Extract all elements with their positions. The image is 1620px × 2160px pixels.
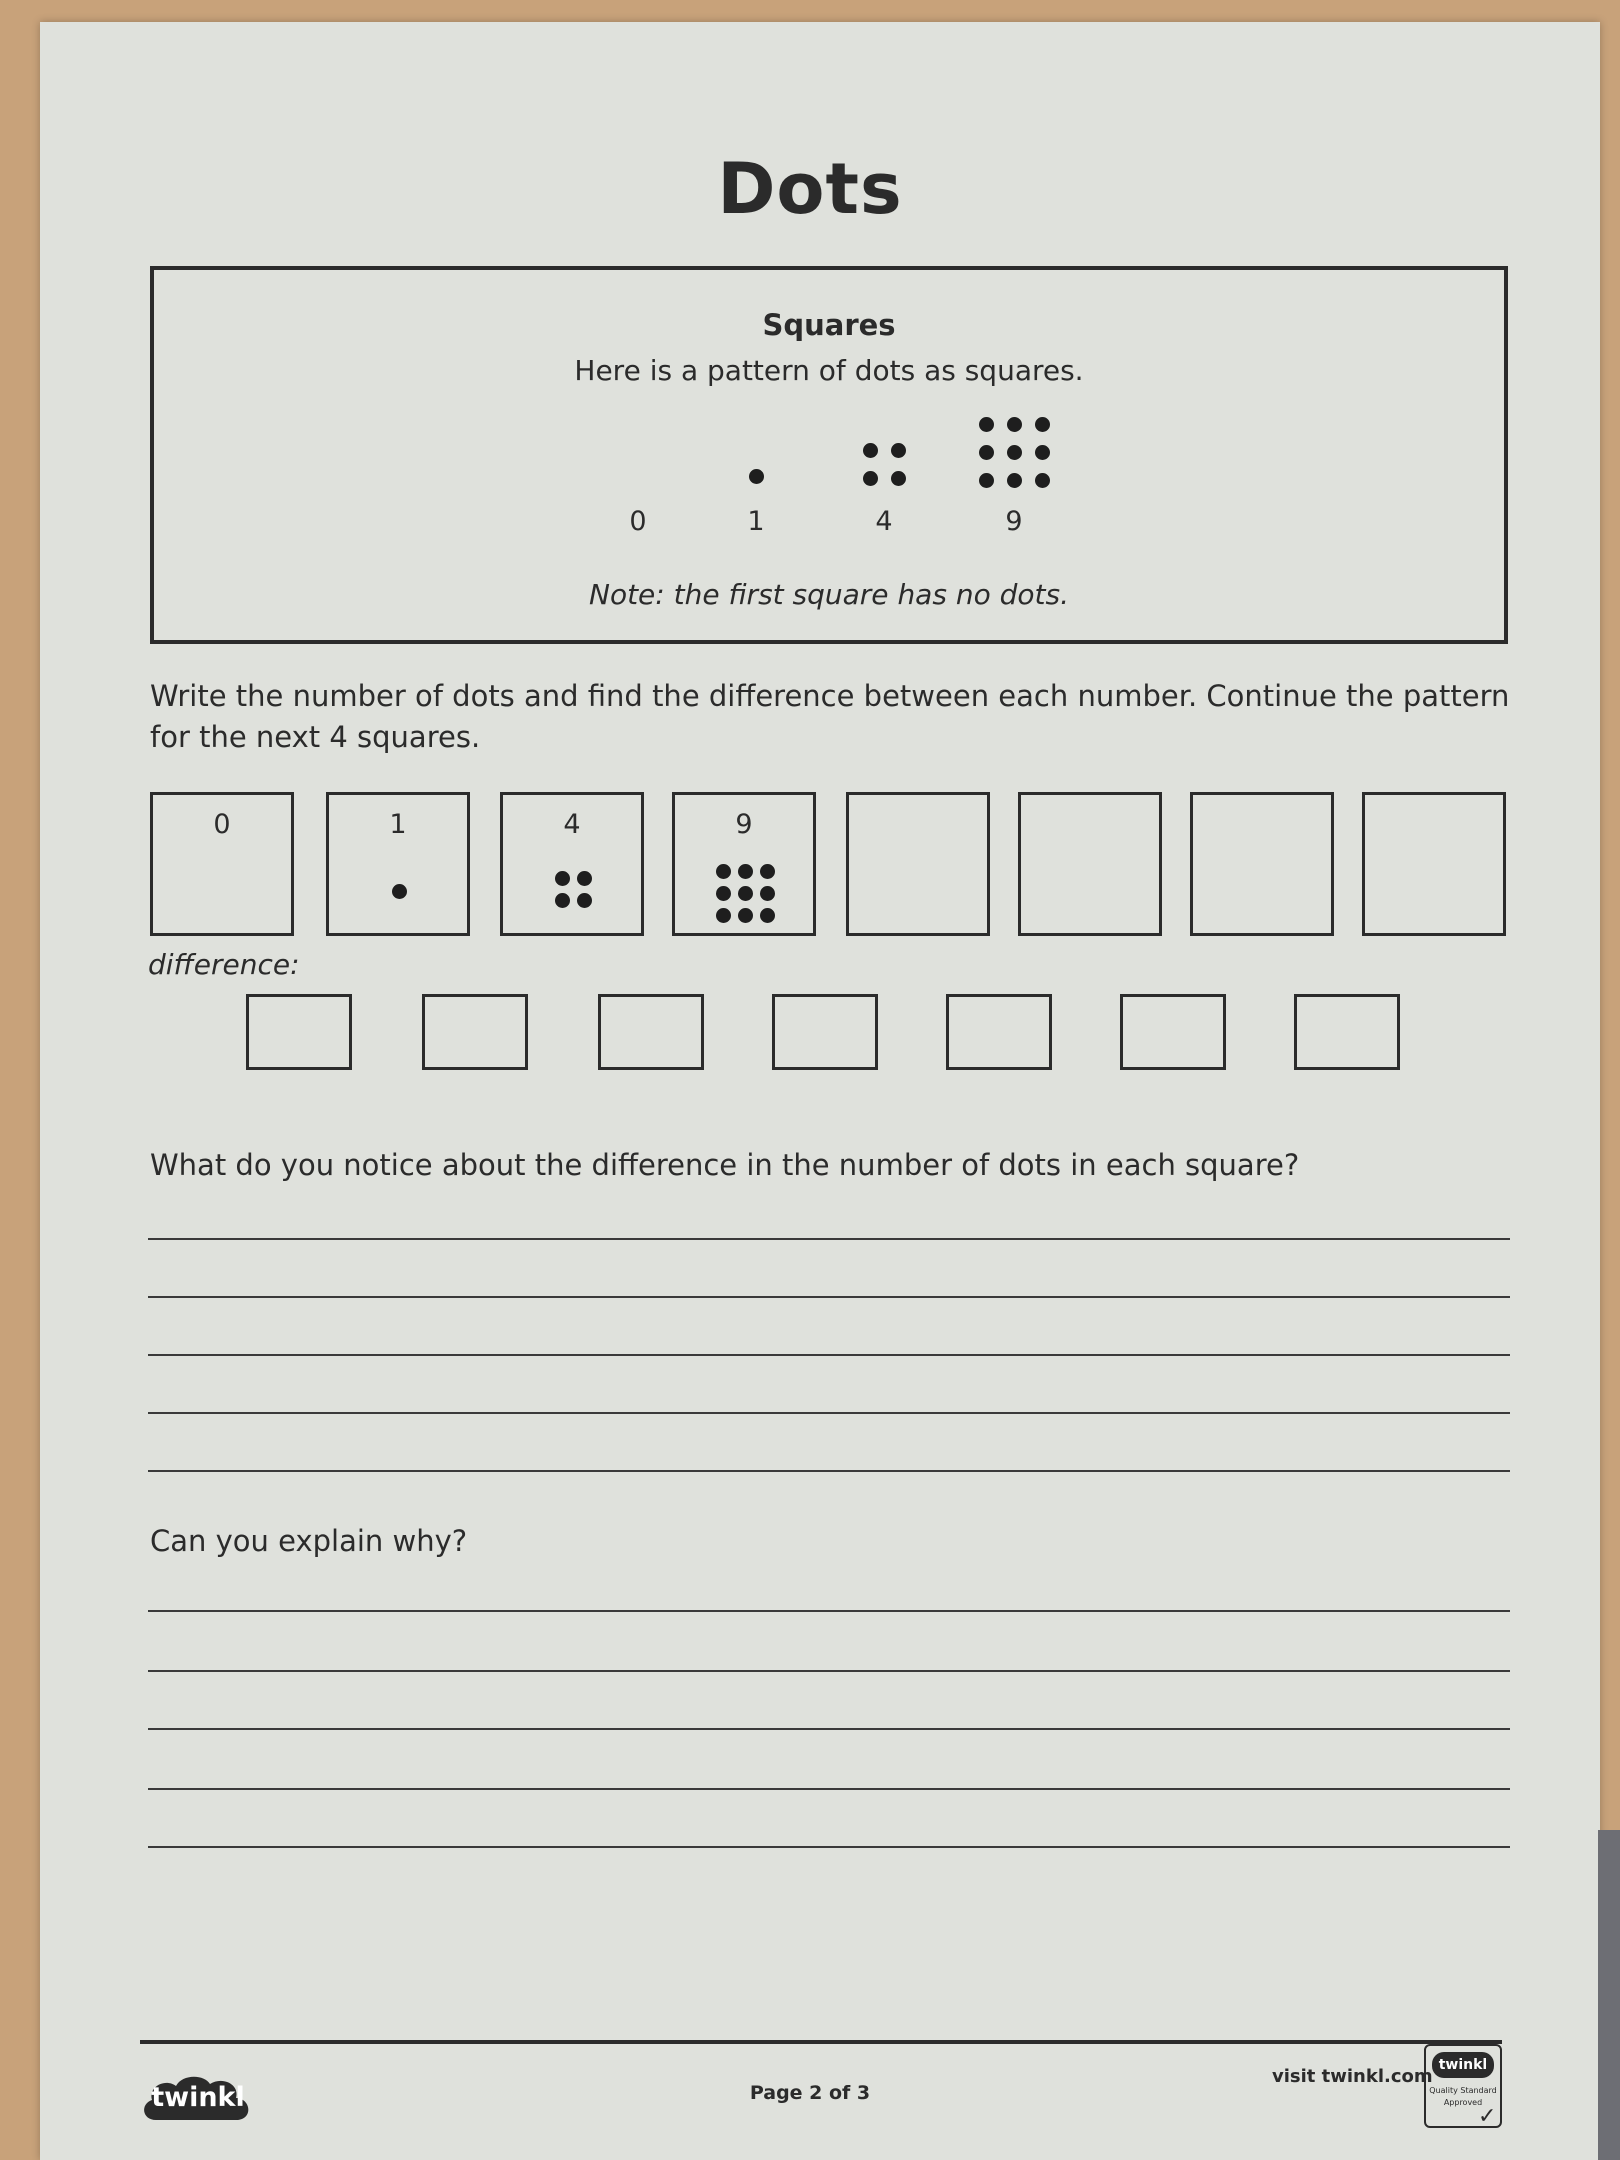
writing-line[interactable]	[148, 1670, 1510, 1672]
square-dot	[716, 908, 731, 923]
square-number: 1	[389, 809, 407, 840]
pattern-number: 0	[629, 506, 647, 537]
page-number: Page 2 of 3	[749, 2082, 871, 2104]
difference-box[interactable]	[1294, 994, 1400, 1070]
dot-square	[150, 792, 294, 936]
pattern-dot	[979, 445, 994, 460]
writing-line[interactable]	[148, 1238, 1510, 1240]
square-dot	[577, 871, 592, 886]
badge-line-2: Approved	[1443, 2098, 1483, 2107]
writing-line[interactable]	[148, 1846, 1510, 1848]
pattern-number: 4	[875, 506, 893, 537]
intro-subheading: Here is a pattern of dots as squares.	[574, 354, 1084, 387]
pattern-dot	[891, 443, 906, 458]
difference-box[interactable]	[246, 994, 352, 1070]
square-dot	[738, 864, 753, 879]
writing-line[interactable]	[148, 1610, 1510, 1612]
square-dot	[555, 893, 570, 908]
writing-line[interactable]	[148, 1296, 1510, 1298]
checkmark-icon: ✓	[1478, 2104, 1497, 2129]
difference-box[interactable]	[946, 994, 1052, 1070]
pattern-dot	[749, 469, 764, 484]
footer-rule	[140, 2040, 1502, 2044]
logo-text: twinkl	[151, 2082, 245, 2113]
quality-badge	[1424, 2044, 1502, 2128]
badge-brand: twinkl	[1432, 2052, 1494, 2078]
page-title: Dots	[717, 148, 903, 230]
difference-box[interactable]	[772, 994, 878, 1070]
square-number: 4	[563, 809, 581, 840]
pattern-dot	[863, 471, 878, 486]
question-explain: Can you explain why?	[150, 1524, 468, 1558]
pattern-dot	[979, 473, 994, 488]
difference-label: difference:	[148, 948, 300, 981]
pattern-dot	[863, 443, 878, 458]
square-dot	[577, 893, 592, 908]
pattern-number: 1	[747, 506, 765, 537]
writing-line[interactable]	[148, 1412, 1510, 1414]
square-dot	[716, 864, 731, 879]
intro-note: Note: the first square has no dots.	[589, 578, 1069, 611]
pattern-number: 9	[1005, 506, 1023, 537]
dot-square	[500, 792, 644, 936]
square-dot	[555, 871, 570, 886]
question-notice: What do you notice about the difference in the number of dots in each square?	[150, 1148, 1300, 1182]
dot-square[interactable]	[1362, 792, 1506, 936]
pattern-dot	[1035, 473, 1050, 488]
intro-heading: Squares	[762, 308, 896, 342]
square-dot	[738, 886, 753, 901]
difference-box[interactable]	[422, 994, 528, 1070]
square-dot	[760, 886, 775, 901]
square-dot	[760, 908, 775, 923]
pattern-dot	[1035, 445, 1050, 460]
visit-link[interactable]: visit twinkl.com	[1272, 2066, 1433, 2087]
dot-square	[326, 792, 470, 936]
writing-line[interactable]	[148, 1470, 1510, 1472]
intro-box	[150, 266, 1508, 644]
writing-line[interactable]	[148, 1728, 1510, 1730]
writing-line[interactable]	[148, 1354, 1510, 1356]
dot-square[interactable]	[1018, 792, 1162, 936]
square-dot	[738, 908, 753, 923]
square-dot	[392, 884, 407, 899]
background-object	[1598, 1830, 1620, 2160]
pattern-dot	[891, 471, 906, 486]
badge-line-1: Quality Standard	[1429, 2086, 1497, 2095]
instruction-text: Write the number of dots and find the difference between each number. Continue the pattern for the next 4 squares.	[150, 679, 1510, 754]
difference-box[interactable]	[598, 994, 704, 1070]
pattern-dot	[979, 417, 994, 432]
square-number: 9	[735, 809, 753, 840]
square-dot	[760, 864, 775, 879]
pattern-dot	[1007, 473, 1022, 488]
square-number: 0	[213, 809, 231, 840]
writing-line[interactable]	[148, 1788, 1510, 1790]
difference-box[interactable]	[1120, 994, 1226, 1070]
dot-square	[672, 792, 816, 936]
pattern-dot	[1035, 417, 1050, 432]
pattern-dot	[1007, 417, 1022, 432]
dot-square[interactable]	[846, 792, 990, 936]
square-dot	[716, 886, 731, 901]
dot-square[interactable]	[1190, 792, 1334, 936]
pattern-dot	[1007, 445, 1022, 460]
